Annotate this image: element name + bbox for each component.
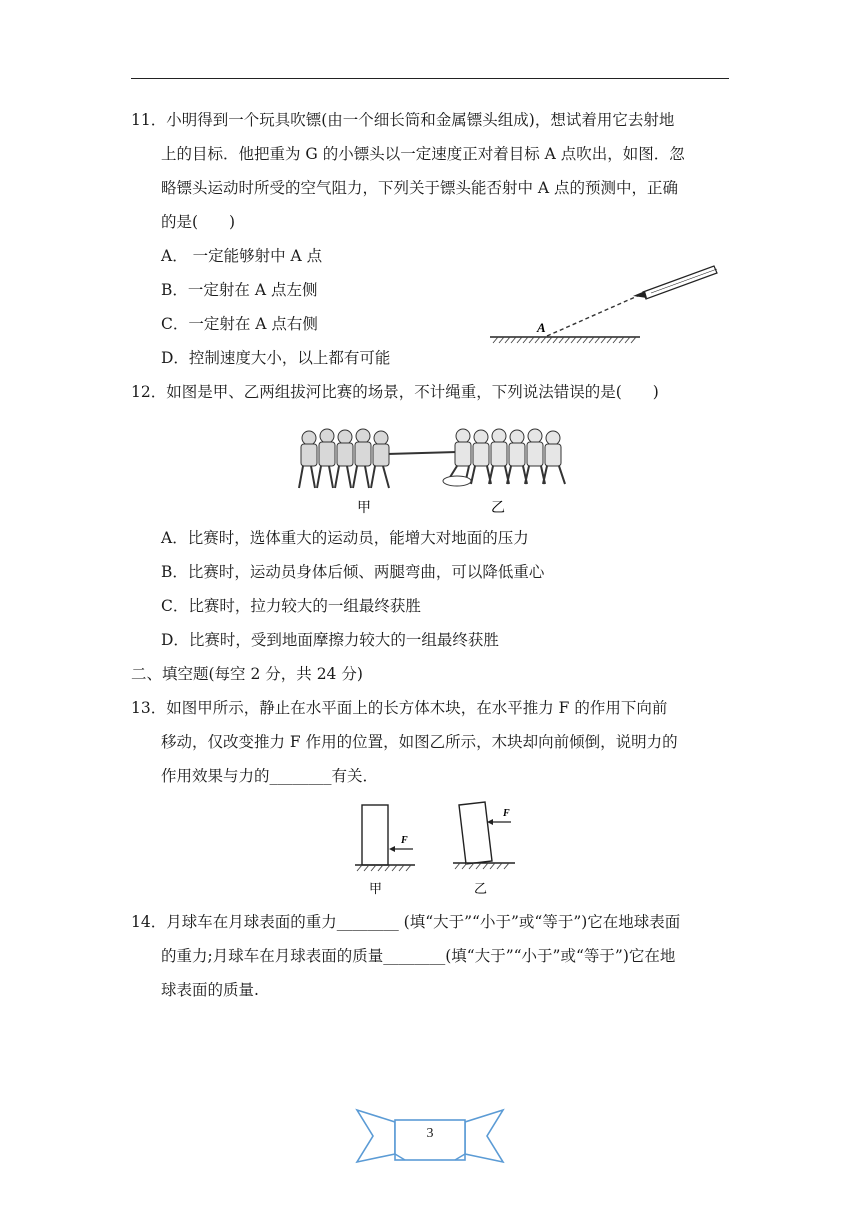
q11-option-b: B．一定射在 A 点左侧 bbox=[161, 281, 318, 299]
q12-option-d: D．比赛时，受到地面摩擦力较大的一组最终获胜 bbox=[161, 631, 499, 649]
q14-line2: 的重力;月球车在月球表面的质量________(填“大于”“小于”或“等于”)它在地 bbox=[161, 947, 676, 965]
q13-stem-line2: 移动，仅改变推力 F 作用的位置，如图乙所示，木块却向前倾倒，说明力的 bbox=[161, 733, 678, 751]
figure-yi-label: 乙 bbox=[474, 882, 488, 897]
point-a-label: A bbox=[537, 320, 546, 335]
q11-stem-line4: 的是( ) bbox=[161, 213, 236, 231]
q12-tug-of-war-figure bbox=[297, 424, 569, 518]
q13-block-figure bbox=[355, 800, 535, 900]
q11-option-a: A． 一定能够射中 A 点 bbox=[161, 247, 323, 265]
page-number: 3 bbox=[426, 1126, 434, 1141]
q14-line3: 球表面的质量. bbox=[161, 981, 259, 999]
force-f-label-jia: F bbox=[401, 835, 408, 846]
q11-option-c: C．一定射在 A 点右侧 bbox=[161, 315, 318, 333]
dart-tube-icon bbox=[633, 266, 717, 299]
q12-option-c: C．比赛时，拉力较大的一组最终获胜 bbox=[161, 597, 421, 615]
q12-option-a: A．比赛时，选体重大的运动员，能增大对地面的压力 bbox=[161, 529, 529, 547]
q11-stem-line1: 11．小明得到一个玩具吹镖(由一个细长筒和金属镖头组成)，想试着用它去射地 bbox=[131, 111, 675, 129]
q11-option-d: D．控制速度大小，以上都有可能 bbox=[161, 349, 391, 367]
team-jia-label: 甲 bbox=[357, 500, 371, 516]
q12-option-b: B．比赛时，运动员身体后倾、两腿弯曲，可以降低重心 bbox=[161, 563, 545, 581]
q13-stem-line3: 作用效果与力的________有关． bbox=[161, 767, 379, 785]
q12-stem: 12．如图是甲、乙两组拔河比赛的场景，不计绳重，下列说法错误的是( ) bbox=[131, 383, 659, 401]
figure-jia-label: 甲 bbox=[369, 882, 383, 897]
header-rule bbox=[131, 78, 729, 79]
q11-stem-line2: 上的目标．他把重为 G 的小镖头以一定速度正对着目标 A 点吹出，如图．忽 bbox=[161, 145, 685, 163]
force-f-label-yi: F bbox=[503, 808, 510, 819]
team-yi-figures bbox=[443, 429, 565, 486]
team-yi-label: 乙 bbox=[491, 500, 505, 516]
q11-stem-line3: 略镖头运动时所受的空气阻力，下列关于镖头能否射中 A 点的预测中，正确 bbox=[161, 179, 679, 197]
q11-dart-figure bbox=[485, 262, 645, 350]
q14-line1: 14．月球车在月球表面的重力________ (填“大于”“小于”或“等于”)它在地球表面 bbox=[131, 913, 681, 931]
team-jia-figures bbox=[299, 429, 389, 488]
q13-stem-line1: 13．如图甲所示，静止在水平面上的长方体木块，在水平推力 F 的作用下向前 bbox=[131, 699, 668, 717]
section-2-heading: 二、填空题(每空 2 分，共 24 分) bbox=[131, 665, 363, 683]
